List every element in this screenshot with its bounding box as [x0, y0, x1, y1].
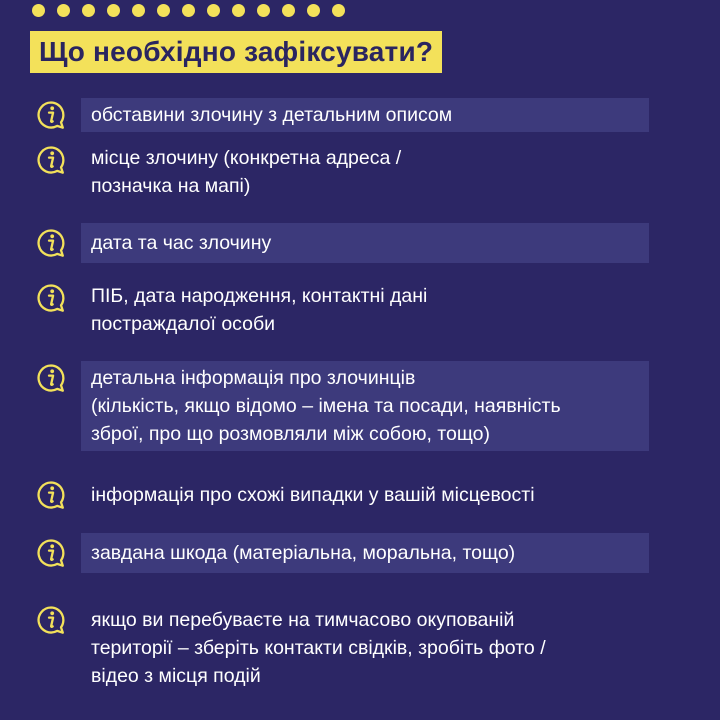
dot: [157, 4, 170, 17]
info-icon: [36, 100, 66, 130]
list-item-text: [81, 223, 649, 263]
dot: [82, 4, 95, 17]
list-item-line: ПІБ, дата народження, контактні дані: [91, 285, 428, 307]
list-item: [0, 361, 720, 451]
list-item: [0, 281, 720, 339]
info-icon: [36, 480, 66, 510]
dot: [257, 4, 270, 17]
dot: [57, 4, 70, 17]
dot: [132, 4, 145, 17]
info-icon: [36, 363, 66, 393]
list-item-text: [81, 533, 649, 573]
list-item-line: обставини злочину з детальним описом: [91, 104, 453, 126]
list-item-text: [81, 98, 649, 132]
list-item-line: детальна інформація про злочинців: [91, 367, 416, 389]
info-icon: [36, 145, 66, 175]
list-item: [0, 478, 720, 512]
dot: [207, 4, 220, 17]
list-item-line: постраждалої особи: [91, 313, 276, 335]
list-item: [0, 533, 720, 573]
list-item-text: [81, 281, 649, 339]
dot: [282, 4, 295, 17]
list-item-line: якщо ви перебуваєте на тимчасово окупованій: [91, 609, 515, 631]
info-icon: [36, 283, 66, 313]
list-item-text: [81, 603, 649, 693]
info-icon: [36, 228, 66, 258]
list-item-line: позначка на мапі): [91, 175, 251, 197]
list-item: [0, 603, 720, 693]
list-item-line: місце злочину (конкретна адреса /: [91, 147, 402, 169]
page-title: Що необхідно зафіксувати?: [30, 31, 442, 73]
info-icon: [36, 605, 66, 635]
list-item-line: інформація про схожі випадки у вашій місцевості: [91, 484, 535, 506]
list-item-line: території – зберіть контакти свідків, зробіть фото /: [91, 637, 546, 659]
list-item-text: [81, 361, 649, 451]
dot: [32, 4, 45, 17]
list-item: [0, 143, 720, 201]
list-item-line: (кількість, якщо відомо – імена та посади, наявність: [91, 395, 561, 417]
list-item-text: [81, 478, 649, 512]
list-item-line: зброї, про що розмовляли між собою, тощо): [91, 423, 490, 445]
dot: [232, 4, 245, 17]
info-icon: [36, 538, 66, 568]
list-item-text: [81, 143, 649, 201]
list-item: [0, 98, 720, 132]
list-item-line: завдана шкода (матеріальна, моральна, тощо): [91, 542, 516, 564]
dot: [332, 4, 345, 17]
dot: [307, 4, 320, 17]
dot: [182, 4, 195, 17]
list-item: [0, 223, 720, 263]
list-item-line: відео з місця подій: [91, 665, 261, 687]
dot: [107, 4, 120, 17]
list-item-line: дата та час злочину: [91, 232, 272, 254]
decorative-dots: [32, 4, 345, 17]
